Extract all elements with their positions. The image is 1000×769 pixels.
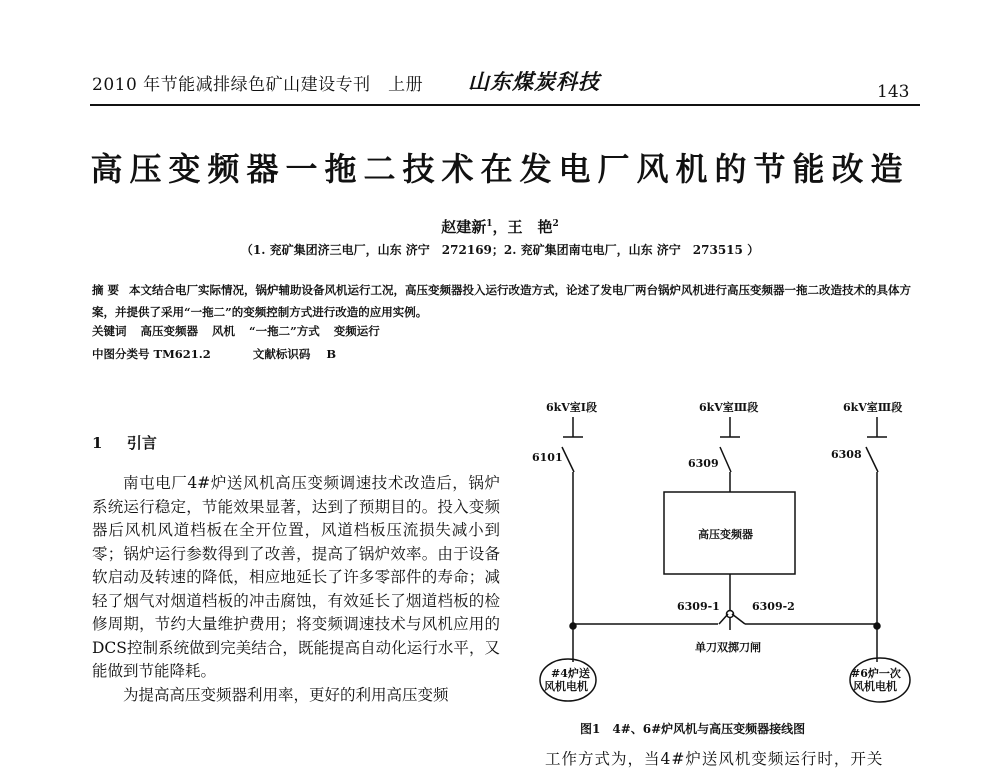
inverter-label: 高压变频器 xyxy=(698,528,753,541)
motor-6-label-line1: #6炉一次 xyxy=(851,667,901,680)
section-number: 1 xyxy=(92,434,103,452)
spdt-switch-label: 单刀双掷刀闸 xyxy=(695,641,761,654)
switch-6101-blade xyxy=(562,447,574,472)
author-1: 赵建新 xyxy=(441,218,487,236)
spdt-left-blade xyxy=(719,614,728,624)
clc-code: TM621.2 xyxy=(153,347,211,361)
author-2-affil-mark: 2 xyxy=(552,219,559,229)
affiliations: （1. 兖矿集团济三电厂，山东 济宁 272169；2. 兖矿集团南屯电厂，山东 济宁 273515 ） xyxy=(240,243,760,257)
keyword: 变频运行 xyxy=(333,324,380,338)
switch-6309-2-label: 6309-2 xyxy=(752,600,795,613)
abstract-label: 摘要 xyxy=(92,283,123,297)
switch-6308-label: 6308 xyxy=(831,448,862,461)
journal-brand-logo: 山东煤炭科技 xyxy=(468,69,600,94)
node-left xyxy=(570,623,576,629)
clc-label: 中图分类号 xyxy=(92,347,150,361)
keyword: “一拖二”方式 xyxy=(249,324,320,338)
keyword: 风机 xyxy=(212,324,236,338)
paragraph: 南屯电厂4#炉送风机高压变频调速技术改造后，锅炉系统运行稳定，节能效果显著，达到了预期目的。投入变频器后风机风道档板在全开位置，风道档板压流损失减小到零；锅炉运行参数得到了改善，提高了锅炉效率。由于设备软启动及转速的降低，相应地延长了许多零部件的寿命；减轻了烟气对烟道档板的冲击腐蚀，有效延长了烟道档板的检修周期，节约大量维护费用；将变频调速技术与风机应用的DCS控制系统做到完美结合，既能提高自动化运行水平，又能做到节能降耗。 xyxy=(92,474,500,680)
keyword: 高压变频器 xyxy=(140,324,199,338)
bus1-label: 6kV室Ⅰ段 xyxy=(546,401,597,414)
body-column-right-start: 工作方式为，当4#炉送风机变频运行时，开关 xyxy=(545,750,884,768)
figure-caption: 图1 4#、6#炉风机与高压变频器接线图 xyxy=(580,722,806,736)
switch-6309-1-label: 6309-1 xyxy=(677,600,720,613)
bus2-label: 6kV室Ⅲ段 xyxy=(699,401,759,414)
paper-title: 高压变频器一拖二技术在发电厂风机的节能改造 xyxy=(90,150,910,188)
author-2: 王 艳 xyxy=(507,218,553,236)
doc-code-label: 文献标识码 xyxy=(252,347,311,361)
switch-6308-blade xyxy=(866,447,878,472)
spdt-right-blade xyxy=(732,614,745,624)
keywords-label: 关键词 xyxy=(92,324,127,338)
section-title: 引言 xyxy=(126,434,157,452)
motor-4-label-line1: #4炉送 xyxy=(551,667,590,680)
author-separator: ， xyxy=(492,218,508,236)
paragraph: 为提高高压变频器利用率，更好的利用高压变频 xyxy=(123,685,449,704)
motor-6-label-line2: 风机电机 xyxy=(853,680,897,693)
switch-6309-blade xyxy=(720,447,731,472)
switch-6309-label: 6309 xyxy=(688,457,719,470)
abstract-text: 本文结合电厂实际情况，锅炉辅助设备风机运行工况，高压变频器投入运行改造方式，论述了发电厂两台锅炉风机进行高压变频器一拖二改造技术的具体方案，并提供了采用“一拖二”的变频控制方式进行改造的应用实例。 xyxy=(92,283,911,319)
node-right xyxy=(874,623,880,629)
journal-issue: 2010 年节能减排绿色矿山建设专刊 上册 xyxy=(92,75,424,95)
switch-6101-label: 6101 xyxy=(532,451,563,464)
page-number: 143 xyxy=(877,82,910,102)
bus3-label: 6kV室Ⅲ段 xyxy=(843,401,903,414)
motor-4-label-line2: 风机电机 xyxy=(544,680,588,693)
doc-code: B xyxy=(326,347,337,361)
author-1-affil-mark: 1 xyxy=(486,219,493,229)
